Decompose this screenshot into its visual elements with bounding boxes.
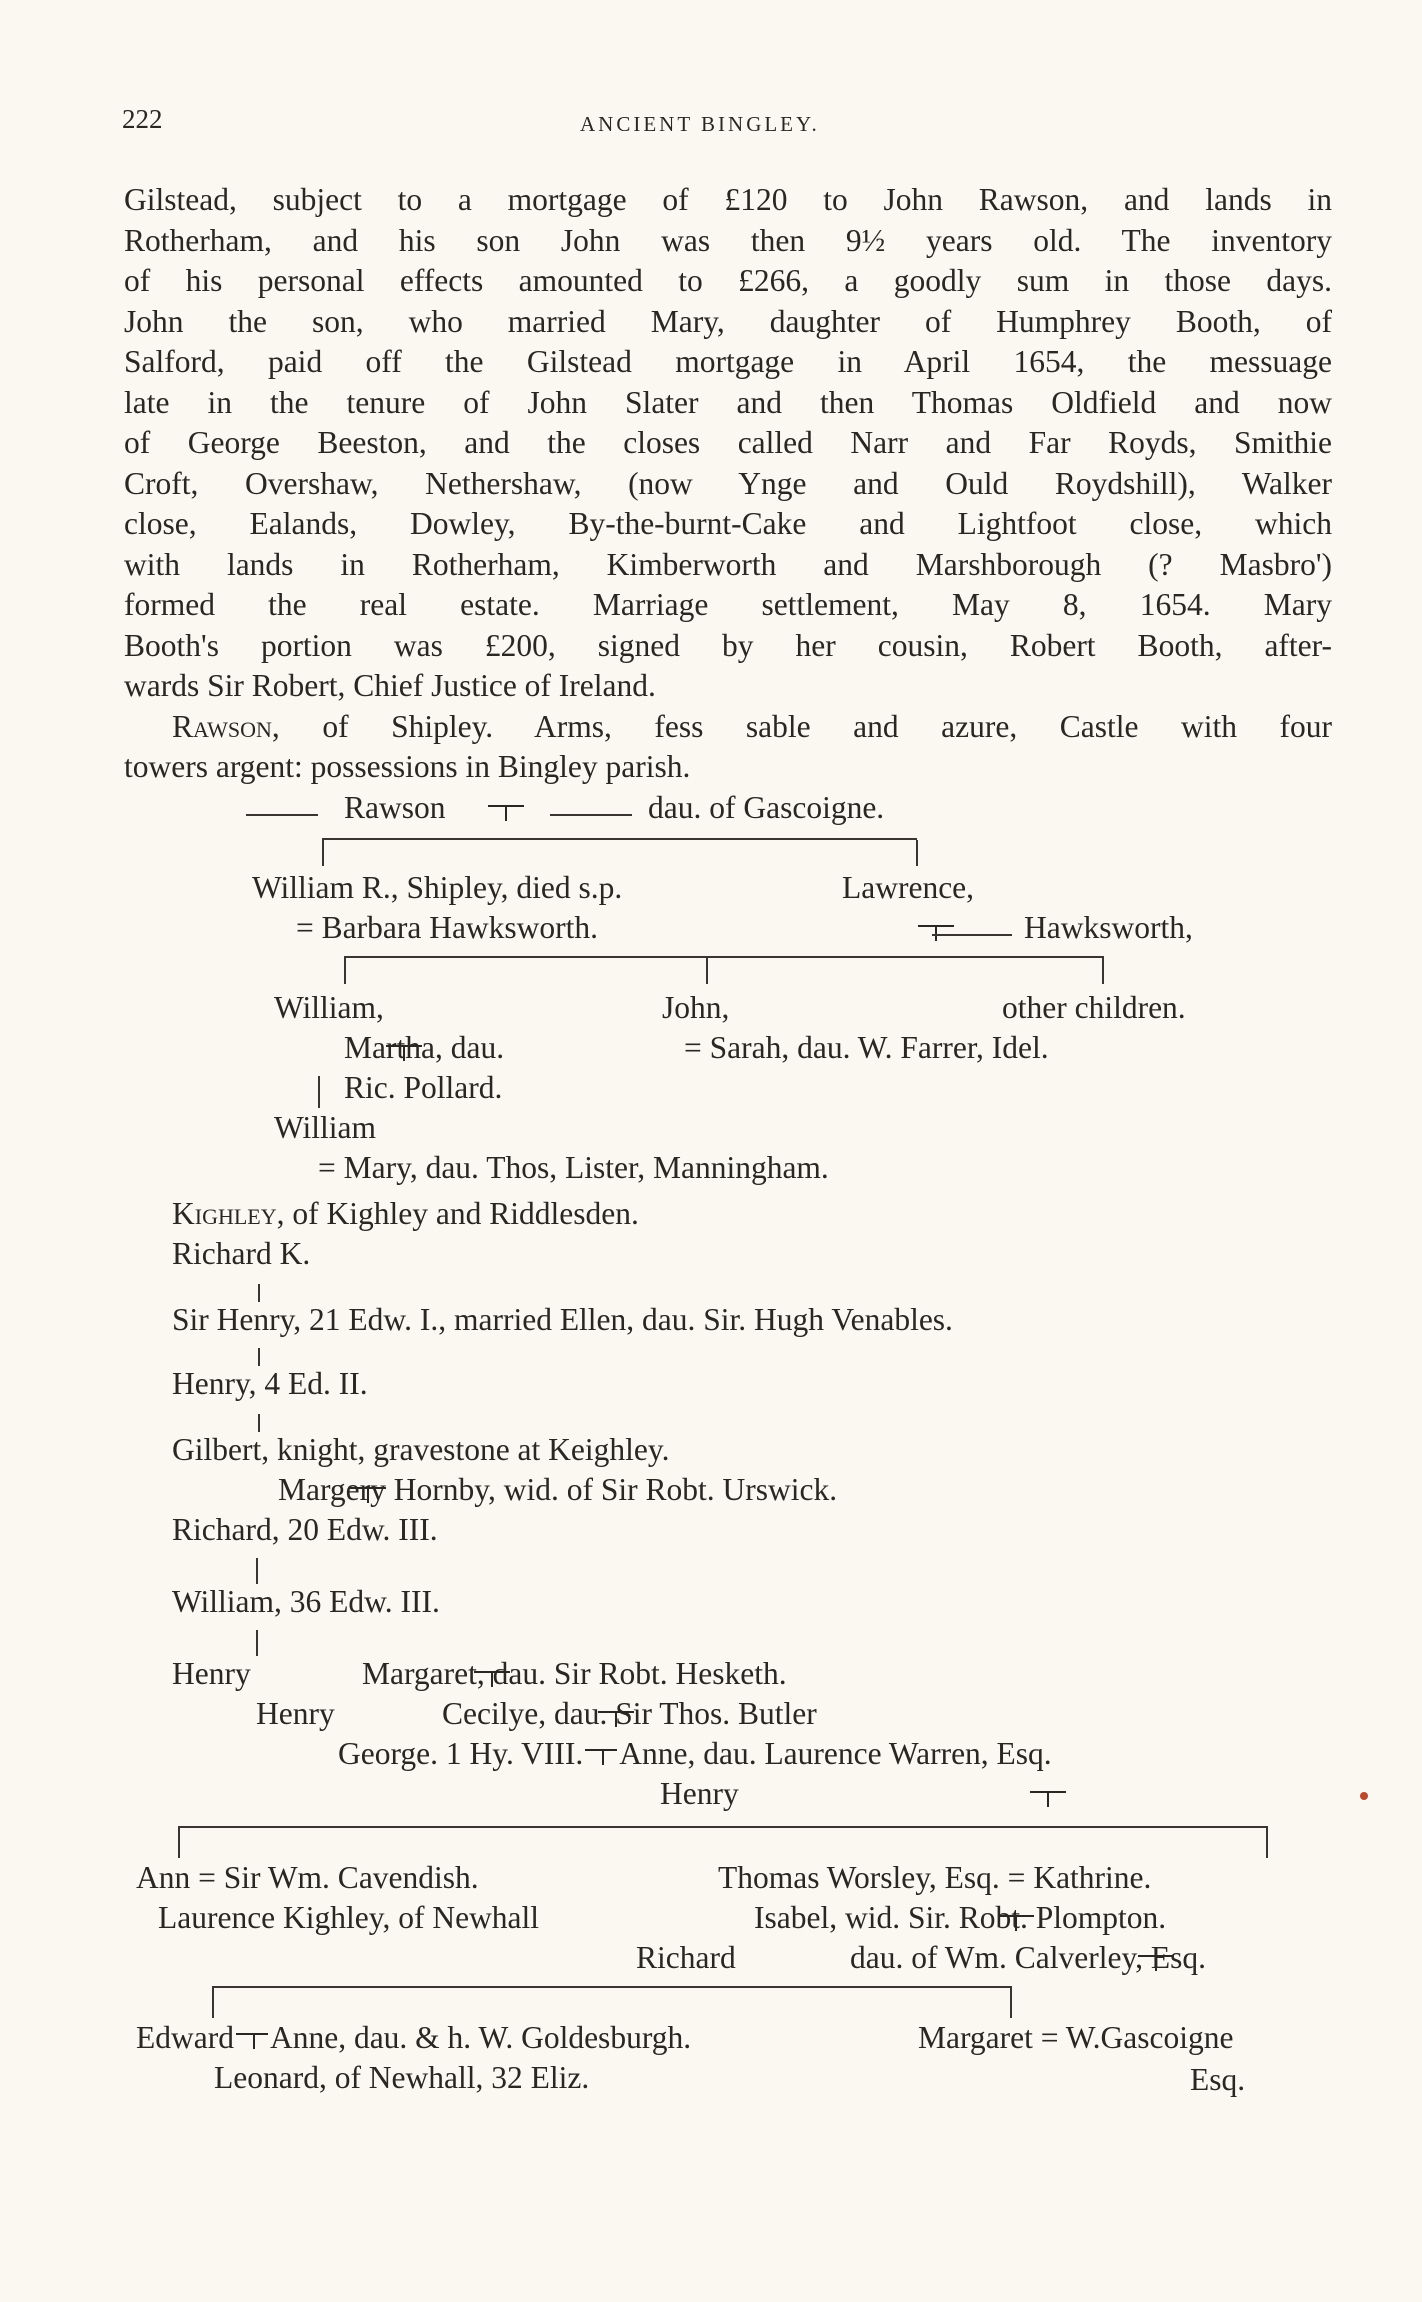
richard-last-spouse: dau. of Wm. Calverley, Esq. xyxy=(850,1940,1207,1975)
william-36: William, 36 Edw. III. xyxy=(172,1584,440,1619)
paragraph-line: late in the tenure of John Slater and then Thomas Oldfield and now xyxy=(124,384,1332,420)
marriage-symbol xyxy=(234,2024,270,2054)
henry-b: Henry xyxy=(256,1696,335,1731)
henry-b-spouse: Cecilye, dau. Sir Thos. Butler xyxy=(442,1696,817,1731)
descent-tick xyxy=(178,1828,180,1858)
margaret: Margaret = W.Gascoigne xyxy=(918,2020,1234,2055)
sir-henry: Sir Henry, 21 Edw. I., married Ellen, dau. Sir. Hugh Venables. xyxy=(172,1302,953,1337)
william-r-spouse: = Barbara Hawksworth. xyxy=(296,910,599,945)
thomas: Thomas Worsley, Esq. = Kathrine. xyxy=(718,1860,1152,1895)
paragraph-line: Croft, Overshaw, Nethershaw, (now Ynge and Ould Roydshill), Walker xyxy=(124,465,1332,501)
rawson-root: Rawson xyxy=(344,790,446,825)
paragraph-line: Rotherham, and his son John was then 9½ years old. The inventory xyxy=(124,222,1332,258)
descent-tick xyxy=(1266,1828,1268,1858)
henry-a-spouse: Margaret, dau. Sir Robt. Hesketh. xyxy=(362,1656,787,1691)
gilbert-spouse: Margery Hornby, wid. of Sir Robt. Urswick. xyxy=(278,1472,838,1507)
descent-tick xyxy=(256,1630,258,1656)
john-spouse: = Sarah, dau. W. Farrer, Idel. xyxy=(684,1030,1049,1065)
richard-k: Richard K. xyxy=(172,1236,311,1271)
edward xyxy=(136,2020,691,2056)
dash-line xyxy=(932,934,1012,936)
paragraph-line: John the son, who married Mary, daughter of Humphrey Booth, of xyxy=(124,303,1332,339)
paragraph-line: formed the real estate. Marriage settlement, May 8, 1654. Mary xyxy=(124,587,1332,622)
descent-tick xyxy=(344,958,346,984)
marriage-symbol xyxy=(1028,1782,1068,1812)
william-spouse: Martha, dau. xyxy=(344,1030,505,1065)
marriage-symbol xyxy=(916,916,956,946)
descent-tick xyxy=(258,1348,260,1366)
descent-tick xyxy=(916,840,918,866)
descent-tick xyxy=(256,1558,258,1584)
body-paragraph xyxy=(124,180,1332,788)
william: William, xyxy=(274,990,384,1025)
rawson-intro-text: of Shipley. Arms, fess sable and azure, Castle with four xyxy=(322,708,1332,744)
rawson-root-spouse: dau. of Gascoigne. xyxy=(648,790,885,825)
red-dot-mark xyxy=(1360,1792,1368,1800)
descent-tick xyxy=(258,1414,260,1432)
william-r: William R., Shipley, died s.p. xyxy=(252,870,623,905)
marriage-symbol xyxy=(583,1740,619,1770)
paragraph-line: of his personal effects amounted to £266, a goodly sum in those days. xyxy=(124,263,1332,298)
william-jr-spouse: = Mary, dau. Thos, Lister, Manningham. xyxy=(318,1150,829,1185)
john: John, xyxy=(662,990,730,1025)
descent-tick xyxy=(258,1284,260,1302)
other-children: other children. xyxy=(1002,990,1186,1025)
william-jr: William xyxy=(274,1110,376,1145)
richard-20: Richard, 20 Edw. III. xyxy=(172,1512,438,1547)
henry-c: Henry xyxy=(660,1776,739,1811)
laurence: Laurence Kighley, of Newhall xyxy=(158,1900,540,1935)
george xyxy=(338,1736,1052,1772)
kighley-intro-line xyxy=(172,1196,639,1232)
george-name: George. 1 Hy. VIII. xyxy=(338,1736,584,1771)
esq: Esq. xyxy=(1190,2062,1246,2097)
paragraph-line: of George Beeston, and the closes called Narr and Far Royds, Smithie xyxy=(124,425,1332,460)
dash-line xyxy=(246,814,318,816)
paragraph-line: wards Sir Robert, Chief Justice of Ireland. xyxy=(124,668,656,703)
edward-spouse: Anne, dau. & h. W. Goldesburgh. xyxy=(269,2020,692,2055)
ann: Ann = Sir Wm. Cavendish. xyxy=(136,1860,479,1895)
running-title: ANCIENT BINGLEY. xyxy=(580,112,820,136)
descent-tick xyxy=(706,958,708,984)
descent-line xyxy=(344,956,1104,958)
laurence-spouse: Isabel, wid. Sir. Robt. Plompton. xyxy=(754,1900,1167,1935)
william-spouse-of: Ric. Pollard. xyxy=(344,1070,503,1105)
descent-line xyxy=(322,838,917,840)
paragraph-line: Gilstead, subject to a mortgage of £120 to John Rawson, and lands in xyxy=(124,182,1332,217)
dash-line xyxy=(550,814,632,816)
page-number: 222 xyxy=(122,104,163,134)
descent-tick xyxy=(322,840,324,866)
descent-line xyxy=(178,1826,1268,1828)
descent-tick xyxy=(1102,958,1104,984)
paragraph-line: Booth's portion was £200, signed by her cousin, Robert Booth, after- xyxy=(124,627,1332,663)
leonard: Leonard, of Newhall, 32 Eliz. xyxy=(214,2060,590,2095)
descent-tick xyxy=(212,1988,214,2018)
marriage-symbol xyxy=(486,796,526,826)
descent-line xyxy=(212,1986,1012,1988)
family-name-rawson: Rawson, xyxy=(172,708,280,744)
george-spouse: Anne, dau. Laurence Warren, Esq. xyxy=(619,1736,1052,1771)
henry-a: Henry xyxy=(172,1656,251,1691)
paragraph-line: close, Ealands, Dowley, By-the-burnt-Cake and Lightfoot close, which xyxy=(124,506,1332,541)
edward-name: Edward xyxy=(136,2020,234,2055)
paragraph-line: Salford, paid off the Gilstead mortgage in April 1654, the messuage xyxy=(124,344,1332,379)
rawson-intro-line xyxy=(124,707,1332,748)
descent-tick xyxy=(318,1076,320,1108)
descent-tick xyxy=(1010,1988,1012,2018)
kighley-intro-text: of Kighley and Riddlesden. xyxy=(292,1196,639,1231)
lawrence: Lawrence, xyxy=(842,870,975,905)
richard-last: Richard xyxy=(636,1940,736,1975)
henry-4ed: Henry, 4 Ed. II. xyxy=(172,1366,368,1401)
gilbert: Gilbert, knight, gravestone at Keighley. xyxy=(172,1432,670,1467)
lawrence-spouse: Hawksworth, xyxy=(1024,910,1193,945)
rawson-intro-line-2: towers argent: possessions in Bingley parish. xyxy=(124,749,691,784)
paragraph-line: with lands in Rotherham, Kimberworth and Marshborough (? Masbro') xyxy=(124,546,1332,582)
family-name-kighley: Kighley, xyxy=(172,1196,285,1231)
